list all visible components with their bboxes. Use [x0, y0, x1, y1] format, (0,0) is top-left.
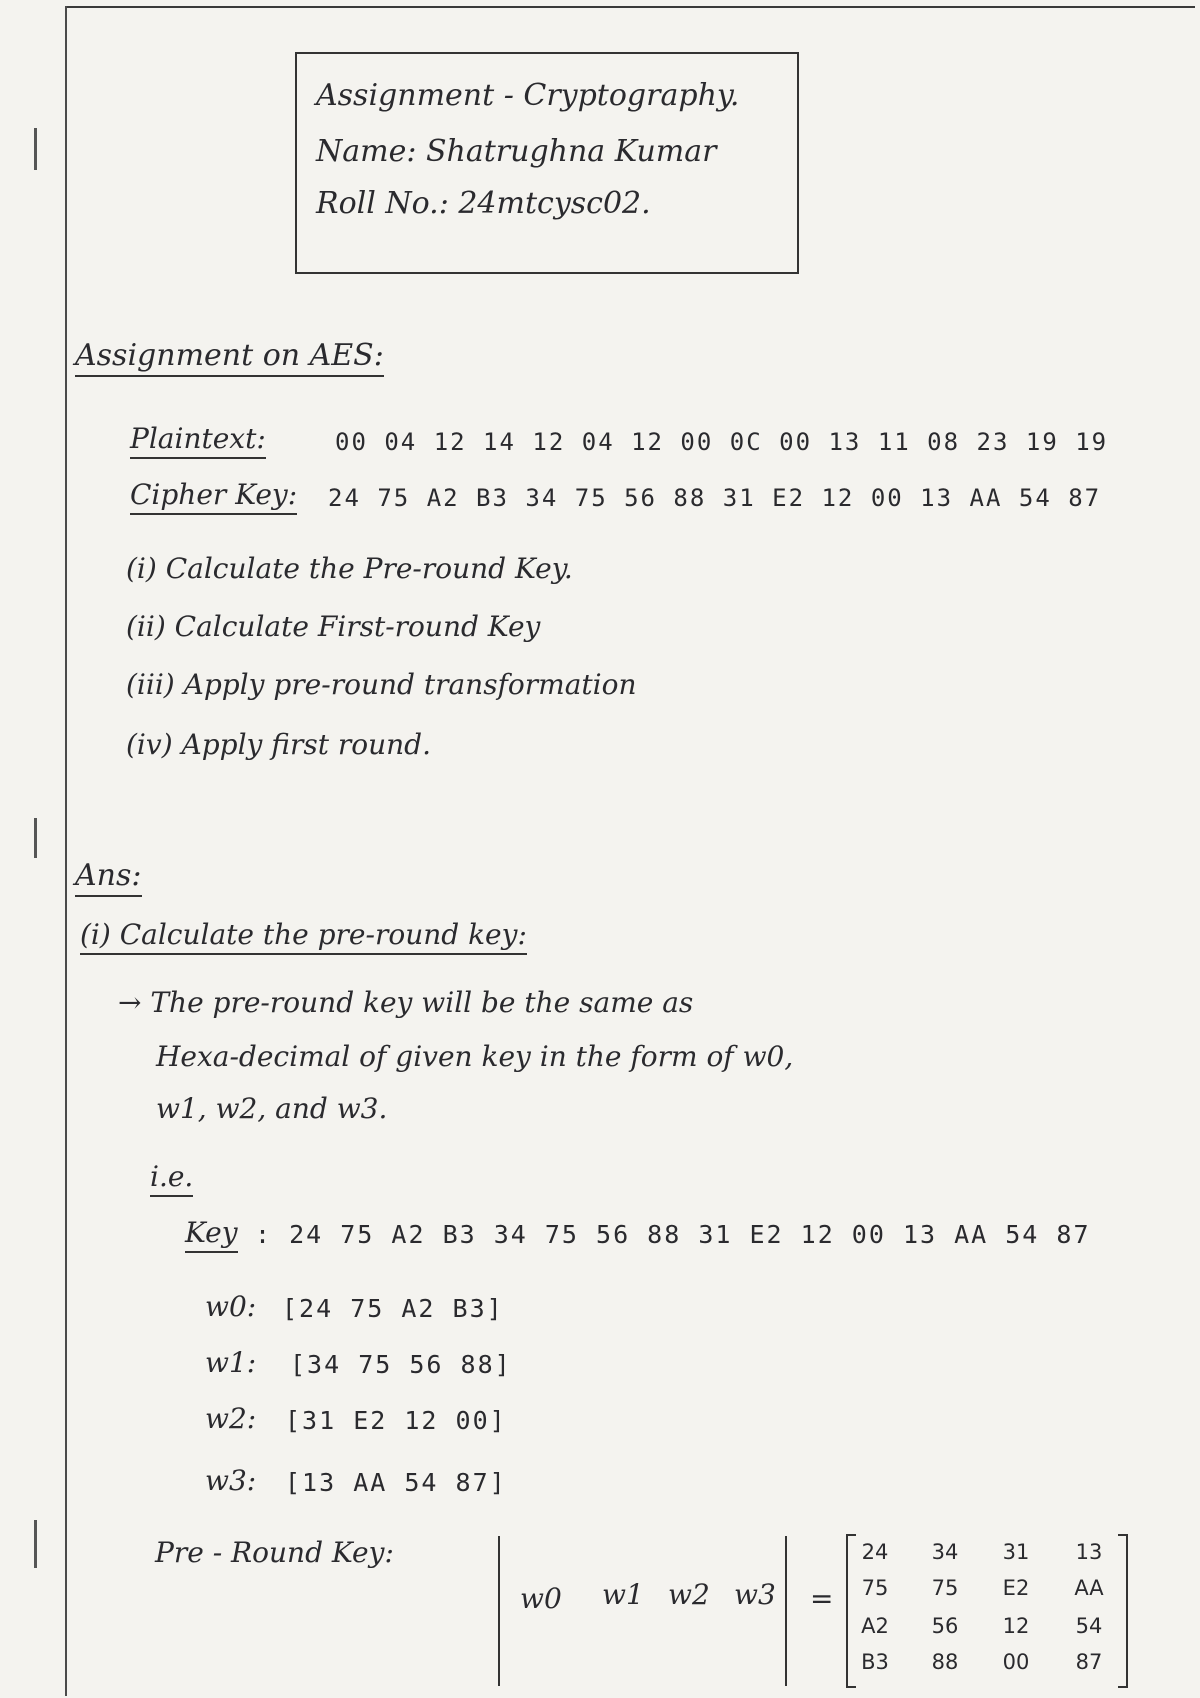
plaintext-label: Plaintext: — [130, 422, 266, 459]
section-title: Assignment on AES: — [75, 338, 384, 377]
word-3-value: [13 AA 54 87] — [285, 1468, 507, 1497]
word-3-label: w3: — [205, 1464, 257, 1497]
matrix-cell: 00 — [1002, 1650, 1030, 1674]
matrix-cell: 24 — [861, 1540, 889, 1564]
matrix-cell: 12 — [1002, 1614, 1030, 1638]
cipher-key-label: Cipher Key: — [130, 478, 297, 515]
word-row-left-bar — [498, 1536, 500, 1686]
ie-label: i.e. — [150, 1160, 193, 1197]
matrix-cell: B3 — [861, 1650, 889, 1674]
matrix-cell: 31 — [1002, 1540, 1030, 1564]
margin-mark — [34, 1520, 37, 1568]
matrix-cell: A2 — [861, 1614, 889, 1638]
page-margin-rule — [65, 6, 67, 1696]
matrix-right-bracket — [1118, 1534, 1128, 1688]
matrix-cell: 54 — [1075, 1614, 1103, 1638]
word-0-value: [24 75 A2 B3] — [282, 1294, 504, 1323]
matrix-cell: 34 — [931, 1540, 959, 1564]
explanation-line-2: Hexa-decimal of given key in the form of w0, — [156, 1040, 794, 1073]
word-1-value: [34 75 56 88] — [290, 1350, 512, 1379]
matrix-cell: 56 — [931, 1614, 959, 1638]
question-1: (i) Calculate the Pre-round Key. — [126, 552, 573, 585]
pre-round-key-label: Pre - Round Key: — [155, 1536, 394, 1569]
explanation-line-1: → The pre-round key will be the same as — [118, 986, 694, 1019]
word-2-value: [31 E2 12 00] — [285, 1406, 507, 1435]
matrix-cell: E2 — [1002, 1576, 1030, 1600]
key-value: : 24 75 A2 B3 34 75 56 88 31 E2 12 00 13 AA 54 87 — [255, 1220, 1091, 1249]
margin-mark — [34, 818, 37, 858]
roll-number: Roll No.: 24mtcysc02. — [316, 186, 651, 221]
key-label: Key — [185, 1216, 238, 1253]
question-3: (iii) Apply pre-round transformation — [126, 668, 637, 701]
word-1-label: w1: — [205, 1346, 257, 1379]
margin-mark — [34, 128, 37, 170]
word-row-w1: w1 — [602, 1578, 644, 1611]
matrix-cell: AA — [1074, 1576, 1104, 1600]
student-name: Name: Shatrughna Kumar — [316, 134, 717, 169]
assignment-title: Assignment - Cryptography. — [316, 78, 740, 113]
question-2: (ii) Calculate First-round Key — [126, 610, 541, 643]
word-0-label: w0: — [205, 1290, 257, 1323]
matrix-cell: 75 — [861, 1576, 889, 1600]
word-row-w2: w2 — [668, 1578, 710, 1611]
plaintext-value: 00 04 12 14 12 04 12 00 0C 00 13 11 08 23 19 19 — [335, 428, 1109, 456]
answer-label: Ans: — [75, 858, 142, 897]
word-row-w0: w0 — [520, 1582, 562, 1615]
cipher-key-value: 24 75 A2 B3 34 75 56 88 31 E2 12 00 13 AA 54 87 — [328, 484, 1102, 512]
word-row-w3: w3 — [734, 1578, 776, 1611]
equals-sign: = — [810, 1582, 834, 1615]
word-row-right-bar — [785, 1536, 787, 1686]
part1-title: (i) Calculate the pre-round key: — [80, 918, 527, 955]
matrix-cell: 87 — [1075, 1650, 1103, 1674]
matrix-cell: 13 — [1075, 1540, 1103, 1564]
word-2-label: w2: — [205, 1402, 257, 1435]
matrix-cell: 88 — [931, 1650, 959, 1674]
matrix-cell: 75 — [931, 1576, 959, 1600]
explanation-line-3: w1, w2, and w3. — [156, 1092, 388, 1125]
page-top-rule — [65, 6, 1195, 8]
question-4: (iv) Apply first round. — [126, 728, 431, 761]
